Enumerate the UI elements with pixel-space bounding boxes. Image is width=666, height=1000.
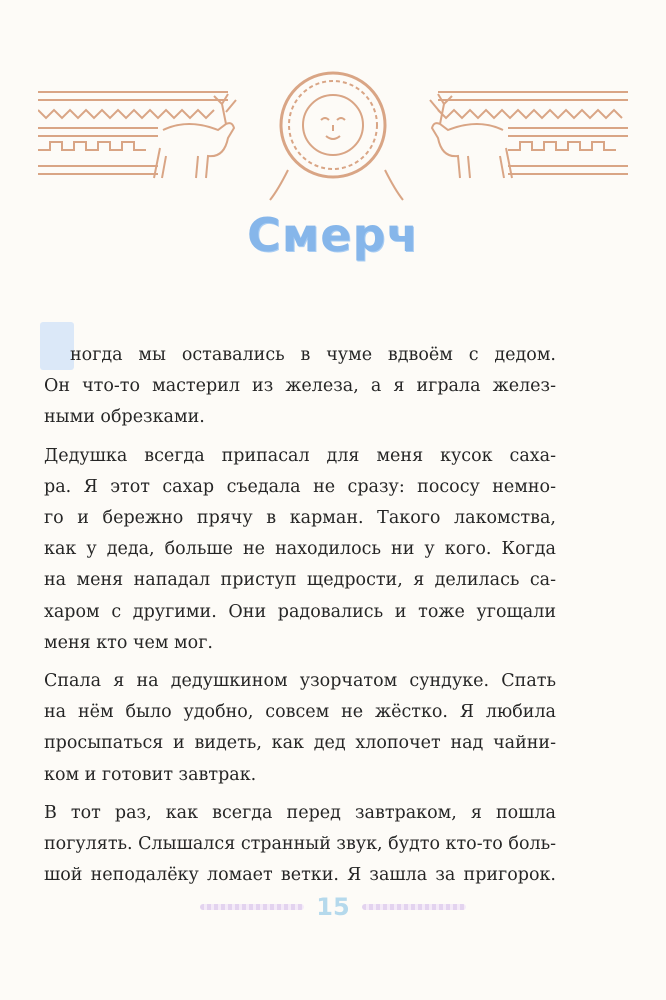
- ornament-band-right: [438, 92, 628, 174]
- text-line: ком и готовит завтрак.: [44, 764, 257, 785]
- reindeer-right-icon: [430, 94, 512, 178]
- text-line: В тот раз, как всегда перед завтраком, я пошла: [44, 802, 556, 823]
- text-line: погулять. Слышался странный звук, будто кто-то боль-: [44, 834, 557, 855]
- face-medallion-icon: [270, 73, 403, 200]
- paragraph: [44, 798, 556, 892]
- footer-ornament-right: [362, 904, 466, 910]
- text-line: меня кто чем мог.: [44, 632, 213, 653]
- page-footer: [0, 893, 666, 921]
- text-line: как у деда, больше не находилось ни у кого. Когда: [44, 539, 556, 560]
- text-line: го и бережно прячу в карман. Такого лакомства,: [44, 508, 556, 529]
- page-number: 15: [316, 893, 350, 921]
- footer-ornament-left: [200, 904, 304, 910]
- text-line: просыпаться и видеть, как дед хлопочет над чайни-: [44, 733, 556, 754]
- text-line: ными обрезками.: [44, 407, 205, 428]
- text-line: шой неподалёку ломает ветки. Я зашла за пригорок.: [44, 865, 556, 886]
- text-line: ногда мы оставались в чуме вдвоём с дедом.: [70, 345, 556, 365]
- reindeer-left-icon: [154, 94, 236, 178]
- ornament-band-left: [38, 92, 228, 174]
- text-line: харом с другими. Они радовались и тоже угощали: [44, 601, 556, 622]
- paragraph: [44, 441, 556, 659]
- text-line: Он что-то мастерил из железа, а я играла желез-: [44, 376, 556, 397]
- paragraph: [44, 666, 556, 791]
- text-line: Спала я на дедушкином узорчатом сундуке. Спать: [44, 671, 556, 692]
- text-line: ра. Я этот сахар съедала не сразу: пососу немно-: [44, 476, 556, 497]
- body-text: [44, 340, 556, 898]
- chapter-title: Смерч: [246, 208, 420, 262]
- paragraph: [44, 340, 556, 434]
- text-line: Дедушка всегда припасал для меня кусок саха-: [44, 445, 556, 466]
- text-line: на нём было удобно, совсем не жёстко. Я любила: [44, 702, 556, 723]
- header-ornament: [38, 70, 628, 210]
- text-line: на меня нападал приступ щедрости, я делилась са-: [44, 570, 556, 591]
